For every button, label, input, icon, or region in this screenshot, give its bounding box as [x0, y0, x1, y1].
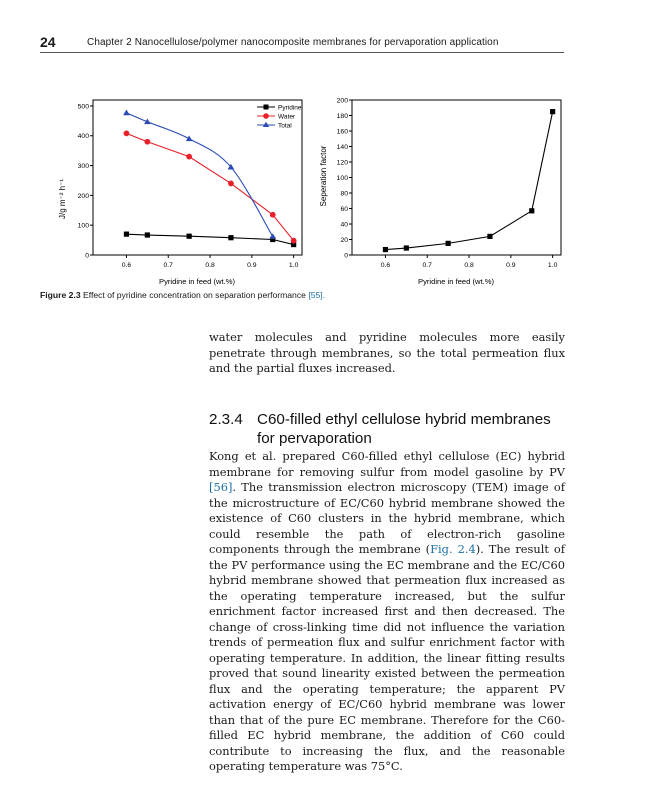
separation-x-tick-label: 0.9 — [506, 262, 516, 269]
flux-point-water — [124, 130, 130, 136]
flux-chart-legend — [257, 105, 302, 130]
section-number: 2.3.4 — [209, 411, 243, 428]
figure-label: Figure 2.3 — [40, 290, 81, 300]
separation-y-tick-label: 0 — [344, 252, 348, 260]
separation-point-separation-factor — [487, 234, 492, 239]
figure-2-3 — [52, 94, 558, 289]
separation-x-tick-label: 0.6 — [380, 262, 391, 269]
separation-chart-frame — [352, 100, 561, 255]
figure-caption-text: Effect of pyridine concentration on separation performance — [82, 290, 306, 300]
flux-point-pyridine — [124, 232, 129, 237]
legend-label-total: Total — [278, 122, 292, 130]
separation-point-separation-factor — [404, 245, 409, 250]
flux-x-tick-label: 0.6 — [121, 262, 132, 269]
legend-label-water: Water — [278, 113, 296, 121]
separation-y-tick-label: 160 — [336, 128, 348, 136]
figure-2-4-link[interactable]: Fig. 2.4 — [430, 542, 476, 556]
flux-y-tick-label: 0 — [85, 252, 89, 260]
citation-56[interactable]: [56] — [209, 480, 233, 494]
separation-point-separation-factor — [383, 247, 388, 252]
flux-point-pyridine — [187, 234, 192, 239]
chapter-title: Chapter 2 Nanocellulose/polymer nanocomposite membranes for pervaporation application — [87, 37, 499, 48]
separation-point-separation-factor — [446, 241, 451, 246]
running-header — [40, 34, 564, 53]
flux-point-water — [186, 154, 192, 160]
page-number: 24 — [40, 34, 56, 50]
legend-marker-water — [263, 113, 269, 119]
figure-caption — [40, 290, 600, 300]
para-text-2: . The transmission electron microscopy (TEM) image of the microstructure of EC/C60 hybrid membrane showed the existence of C60 clusters in the hybrid membrane, which could resemble the path of electron-rich gasoline components through the membrane ( — [209, 480, 565, 556]
flux-chart-x-label: Pyridine in feed (wt.%) — [159, 277, 235, 286]
flux-point-total — [123, 110, 130, 116]
flux-y-tick-label: 300 — [77, 162, 89, 170]
flux-x-tick-label: 0.7 — [163, 262, 173, 269]
separation-x-tick-label: 1.0 — [547, 262, 558, 269]
flux-point-water — [144, 139, 150, 145]
figure-caption-ref[interactable]: [55]. — [308, 290, 326, 300]
section-title: C60-filled ethyl cellulose hybrid membranes for pervaporation — [257, 411, 551, 447]
flux-point-pyridine — [145, 232, 150, 237]
flux-chart — [58, 100, 302, 269]
separation-y-tick-label: 200 — [336, 97, 348, 105]
flux-x-tick-label: 0.8 — [205, 262, 215, 269]
separation-y-tick-label: 100 — [336, 174, 348, 182]
legend-label-pyridine: Pyridine — [278, 104, 302, 112]
flux-point-water — [270, 212, 276, 218]
paragraph-kong — [209, 449, 565, 775]
flux-y-tick-label: 500 — [77, 103, 89, 111]
flux-point-pyridine — [228, 235, 233, 240]
flux-x-tick-label: 1.0 — [288, 262, 299, 269]
flux-y-tick-label: 100 — [77, 222, 89, 230]
flux-y-tick-label: 400 — [77, 133, 89, 141]
legend-marker-total — [263, 122, 269, 127]
para-text-3: ). The result of the PV performance using the EC membrane and the EC/C60 hybrid membrane showed that permeation flux increased as the operating temperature increased, but the sulfur enrichment factor increased first and then decreased. The change of cross-linking time did not influence the variation trends of permeation flux and sulfur enrichment factor with operating temperature. In addition, the linear fitting results proved that sound linearity existed between the permeation flux and the operating temperature; the apparent PV activation energy of EC/C60 hybrid membrane was lower than that of the pure EC membrane. Therefore for the C60-filled EC hybrid membrane, the addition of C60 could contribute to increasing the flux, and the reasonable operating temperature was 75°C. — [209, 542, 565, 773]
separation-y-tick-label: 140 — [336, 143, 348, 151]
flux-series-line-pyridine — [126, 234, 293, 244]
flux-series-line-total — [126, 113, 272, 237]
separation-y-tick-label: 180 — [336, 112, 348, 120]
flux-y-tick-label: 200 — [77, 192, 89, 200]
separation-x-tick-label: 0.7 — [422, 262, 432, 269]
flux-point-water — [291, 238, 297, 244]
para-text-1: Kong et al. prepared C60-filled ethyl cellulose (EC) hybrid membrane for removing sulfur from model gasoline by PV — [209, 449, 565, 479]
separation-y-tick-label: 20 — [340, 236, 348, 244]
separation-y-tick-label: 120 — [336, 159, 348, 167]
flux-point-total — [269, 233, 276, 239]
flux-point-total — [186, 135, 193, 141]
flux-chart-y-label: J/g m⁻² h⁻¹ — [58, 178, 67, 220]
separation-point-separation-factor — [529, 208, 534, 213]
separation-chart-x-label: Pyridine in feed (wt.%) — [418, 277, 494, 286]
flux-point-water — [228, 181, 234, 187]
separation-y-tick-label: 40 — [340, 221, 348, 229]
separation-y-tick-label: 80 — [340, 190, 348, 198]
separation-chart-y-label: Seperation factor — [319, 145, 328, 207]
separation-chart — [319, 97, 561, 269]
flux-x-tick-label: 0.9 — [247, 262, 257, 269]
legend-marker-pyridine — [264, 105, 269, 110]
separation-y-tick-label: 60 — [340, 205, 348, 213]
separation-x-tick-label: 0.8 — [464, 262, 474, 269]
separation-point-separation-factor — [550, 109, 555, 114]
separation-series-line-separation-factor — [385, 112, 552, 250]
paragraph-continued: water molecules and pyridine molecules more easily penetrate through membranes, so the total permeation flux and the partial fluxes increased. — [209, 330, 565, 375]
